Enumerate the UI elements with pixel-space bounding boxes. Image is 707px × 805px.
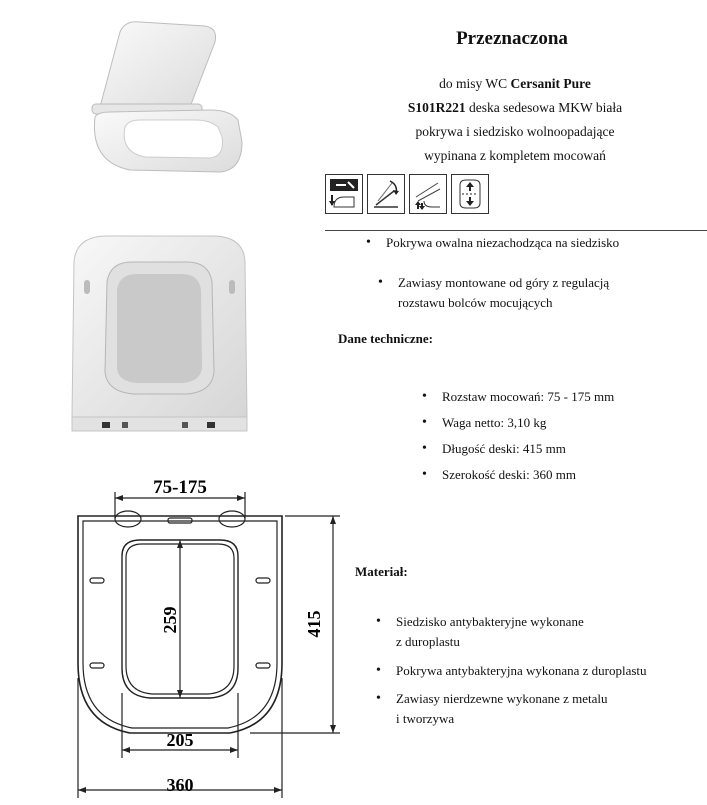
list-item: • Pokrywa antybakteryjna wykonana z duroplastu — [372, 661, 702, 681]
page-title: Przeznaczona — [456, 28, 568, 49]
list-item: • Długość deski: 415 mm — [418, 436, 698, 462]
mounting-tool-icon — [325, 174, 363, 214]
list-item: • Szerokość deski: 360 mm — [418, 462, 698, 488]
list-item: • Rozstaw mocowań: 75 - 175 mm — [418, 384, 698, 410]
technical-drawing — [50, 478, 350, 800]
dim-inner-length: 259 — [160, 606, 180, 634]
list-item: • Zawiasy nierdzewne wykonane z metalu i tworzywa — [372, 689, 702, 729]
dim-hinge-spacing: 75-175 — [153, 478, 207, 498]
product-photo-top — [62, 232, 257, 442]
intro-line-3: pokrywa i siedzisko wolnoopadające — [415, 124, 615, 139]
intro-line-4: wypinana z kompletem mocowań — [424, 148, 606, 163]
features-list — [362, 235, 702, 251]
intro-line-2: S101R221 deska sedesowa MKW biała — [407, 100, 623, 115]
height-adjust-icon — [451, 174, 489, 214]
technical-list — [418, 384, 698, 488]
list-item: • Waga netto: 3,10 kg — [418, 410, 698, 436]
list-item: • Siedzisko antybakteryjne wykonane z duroplastu — [372, 612, 702, 652]
quick-release-icon — [409, 174, 447, 214]
soft-close-icon — [367, 174, 405, 214]
list-item: • Zawiasy montowane od góry z regulacją rozstawu bolców mocujących — [374, 273, 704, 313]
intro-line-1: do misy WC Cersanit Pure — [439, 76, 591, 91]
material-list — [372, 612, 702, 729]
features-list-2 — [374, 273, 704, 313]
dim-width: 360 — [166, 775, 194, 795]
feature-icons — [325, 174, 489, 214]
product-photo-open — [70, 12, 250, 182]
divider — [325, 230, 707, 231]
list-item: • Pokrywa owalna niezachodząca na siedzisko — [362, 235, 702, 251]
technical-heading: Dane techniczne: — [338, 331, 433, 346]
dim-inner-width: 205 — [166, 730, 194, 750]
dim-length: 415 — [304, 610, 324, 638]
material-heading: Materiał: — [355, 564, 408, 579]
